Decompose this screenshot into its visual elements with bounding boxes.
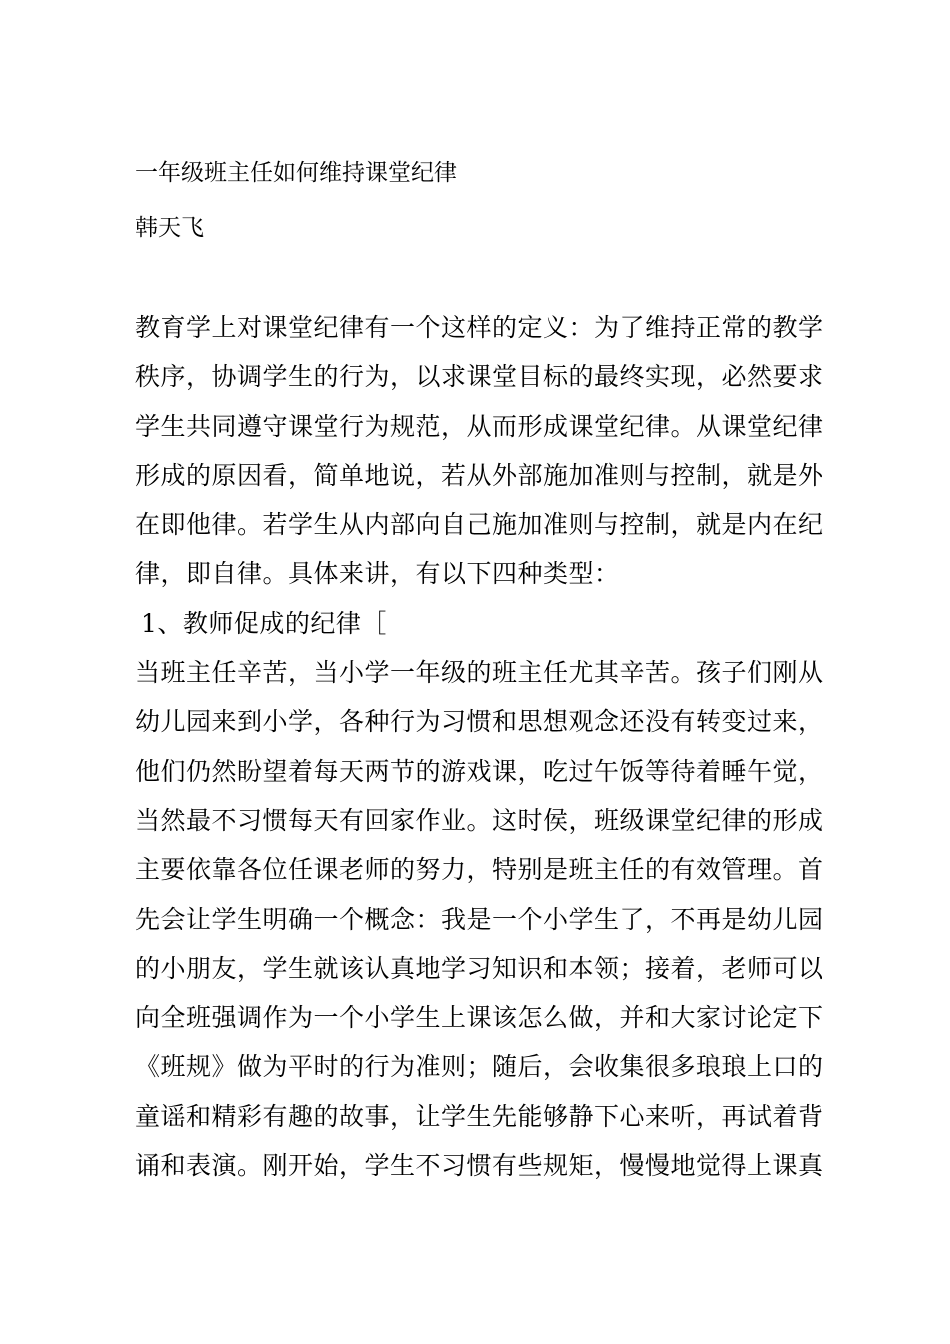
body-line: 他们仍然盼望着每天两节的游戏课，吃过午饭等待着睡午觉， — [135, 756, 824, 786]
body-line: 形成的原因看，简单地说，若从外部施加准则与控制，就是外 — [135, 460, 824, 490]
body-line: 当然最不习惯每天有回家作业。这时侯，班级课堂纪律的形成 — [135, 805, 824, 835]
body-line: 在即他律。若学生从内部向自己施加准则与控制，就是内在纪 — [135, 510, 824, 540]
body-line: 的小朋友，学生就该认真地学习知识和本领；接着，老师可以 — [135, 953, 824, 983]
body-line: 诵和表演。刚开始，学生不习惯有些规矩，慢慢地觉得上课真 — [135, 1151, 824, 1181]
body-line: 律，即自律。具体来讲，有以下四种类型： — [135, 559, 620, 589]
body-line: 向全班强调作为一个小学生上课该怎么做，并和大家讨论定下 — [135, 1003, 824, 1033]
document-author: 韩天飞 — [135, 215, 204, 241]
body-line: 先会让学生明确一个概念：我是一个小学生了，不再是幼儿园 — [135, 904, 824, 934]
body-line: 教育学上对课堂纪律有一个这样的定义：为了维持正常的教学 — [135, 313, 824, 342]
body-line: 《班规》做为平时的行为准则；随后，会收集很多琅琅上口的 — [135, 1052, 824, 1082]
document-title: 一年级班主任如何维持课堂纪律 — [135, 160, 457, 186]
body-line: 秩序，协调学生的行为，以求课堂目标的最终实现，必然要求 — [135, 362, 824, 392]
body-line: 童谣和精彩有趣的故事，让学生先能够静下心来听，再试着背 — [135, 1101, 824, 1131]
body-line: 幼儿园来到小学，各种行为习惯和思想观念还没有转变过来， — [135, 707, 824, 737]
body-line: 学生共同遵守课堂行为规范，从而形成课堂纪律。从课堂纪律 — [135, 411, 824, 441]
body-line: 当班主任辛苦，当小学一年级的班主任尤其辛苦。孩子们刚从 — [135, 658, 824, 688]
section-heading: 1、教师促成的纪律［ — [141, 608, 387, 638]
body-line: 主要依靠各位任课老师的努力，特别是班主任的有效管理。首 — [135, 855, 824, 885]
document-body — [135, 303, 825, 1190]
